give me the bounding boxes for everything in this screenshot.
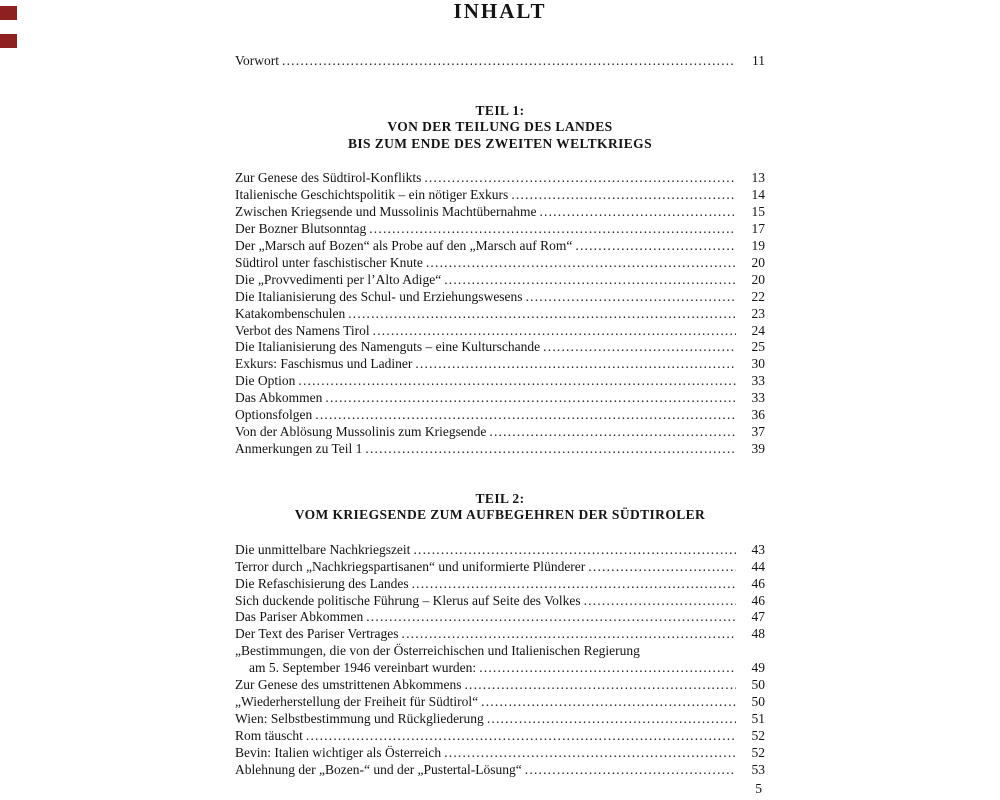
toc-entry-text: Bevin: Italien wichtiger als Österreich: [235, 744, 442, 760]
toc-entry: [235, 694, 765, 711]
toc-page-number: 53: [751, 761, 765, 777]
toc-page-number: 49: [751, 660, 765, 676]
folio-page-number: 5: [755, 781, 762, 796]
toc-page-number: 51: [751, 710, 765, 726]
toc-page-number: 52: [751, 727, 765, 743]
toc-entry-text: Die Italianisierung des Namenguts – eine Kulturschande: [235, 339, 541, 355]
toc-entry-text: Die Italianisierung des Schul- und Erziehungswesens: [235, 288, 523, 304]
dotted-leader: [298, 373, 736, 390]
toc-page-number: 47: [751, 609, 765, 625]
dotted-leader: [369, 221, 736, 238]
toc-page-number: 25: [751, 339, 765, 355]
toc-entry: [235, 356, 765, 373]
toc-entry: [235, 745, 765, 762]
dotted-leader: [412, 576, 736, 593]
toc-entry: [235, 170, 765, 187]
toc-page-number: 14: [751, 187, 765, 203]
toc-entry: [235, 339, 765, 356]
toc-entry-text: Terror durch „Nachkriegspartisanen“ und uniformierte Plünderer: [235, 558, 586, 574]
toc-entry: [235, 306, 765, 323]
toc-page-number: 23: [751, 305, 765, 321]
dotted-leader: [464, 677, 736, 694]
toc-entry: [235, 626, 765, 643]
dotted-leader: [444, 272, 736, 289]
dotted-leader: [511, 187, 736, 204]
toc-entry-text: Die unmittelbare Nachkriegszeit: [235, 541, 411, 557]
dotted-leader: [444, 745, 736, 762]
toc-page-number: 24: [751, 322, 765, 338]
toc-entry: [235, 441, 765, 458]
toc-section-2: [235, 491, 765, 779]
toc-entry: [235, 204, 765, 221]
toc-entry: [235, 559, 765, 576]
toc-entry: [235, 390, 765, 407]
toc-entry: [235, 255, 765, 272]
toc-entry: [235, 289, 765, 306]
toc-entry: [235, 593, 765, 610]
toc-page-number: 17: [751, 221, 765, 237]
toc-section-1: [235, 103, 765, 458]
toc-entry: [235, 221, 765, 238]
toc-page-number: 37: [751, 424, 765, 439]
dotted-leader: [282, 53, 736, 70]
toc-entry-text: Zwischen Kriegsende und Mussolinis Machtübernahme: [235, 204, 537, 220]
toc-page-number: 11: [752, 53, 765, 68]
toc-entry: [235, 53, 765, 70]
section-heading-line: TEIL 2:: [475, 490, 525, 506]
toc-entry: [235, 711, 765, 728]
section-heading-line: VOM KRIEGSENDE ZUM AUFBEGEHREN DER SÜDTIROLER: [294, 507, 706, 523]
toc-page-number: 13: [751, 170, 765, 186]
toc-entry-text: Ablehnung der „Bozen-“ und der „Pustertal-Lösung“: [235, 761, 522, 777]
toc-entry-text: Der Text des Pariser Vertrages: [235, 626, 399, 642]
dotted-leader: [479, 660, 736, 677]
toc-entry-text-continued: am 5. September 1946 vereinbart wurden:: [249, 660, 477, 676]
dotted-leader: [424, 170, 736, 187]
toc-entry-text: Der „Marsch auf Bozen“ als Probe auf den „Marsch auf Rom“: [235, 238, 573, 254]
toc-entry: [235, 728, 765, 745]
toc-front-matter: [235, 53, 765, 70]
dotted-leader: [315, 407, 736, 424]
section-heading-line: VON DER TEILUNG DES LANDES: [387, 119, 613, 135]
section-heading-line: TEIL 1:: [475, 102, 525, 118]
toc-entry: [235, 609, 765, 626]
toc-entry-text: Die „Provvedimenti per l’Alto Adige“: [235, 271, 442, 287]
section-heading: [235, 103, 765, 153]
toc-page-number: 46: [751, 575, 765, 591]
toc-entry-text: Verbot des Namens Tirol: [235, 322, 370, 338]
dotted-leader: [348, 306, 736, 323]
dotted-leader: [487, 711, 736, 728]
toc-page-number: 48: [751, 626, 765, 642]
dotted-leader: [413, 542, 736, 559]
toc-page-number: 20: [751, 271, 765, 287]
toc-page-number: 33: [751, 390, 765, 406]
toc-page-number: 50: [751, 677, 765, 693]
page-title: INHALT: [453, 0, 547, 23]
toc-page-number: 20: [751, 254, 765, 270]
toc-entry-text: Der Bozner Blutsonntag: [235, 221, 367, 237]
toc-entry: [235, 407, 765, 424]
toc-page-number: 15: [751, 204, 765, 220]
toc-entry-text: Das Pariser Abkommen: [235, 609, 364, 625]
dotted-leader: [402, 626, 736, 643]
dotted-leader: [481, 694, 736, 711]
toc-entry-text: Italienische Geschichtspolitik – ein nötiger Exkurs: [235, 187, 509, 203]
toc-entry: [235, 576, 765, 593]
dotted-leader: [525, 762, 736, 779]
toc-entry-text: Zur Genese des Südtirol-Konflikts: [235, 170, 422, 186]
scan-artifact: [0, 6, 17, 20]
toc-entry-text: Sich duckende politische Führung – Klerus auf Seite des Volkes: [235, 592, 581, 608]
toc-entry-text: Die Refaschisierung des Landes: [235, 575, 409, 591]
toc-entry-text: Rom täuscht: [235, 727, 303, 743]
toc-entry: [235, 643, 765, 660]
dotted-leader: [415, 356, 736, 373]
toc-entry-text: Südtirol unter faschistischer Knute: [235, 254, 423, 270]
dotted-leader: [584, 593, 736, 610]
toc-entry: [235, 424, 765, 441]
toc-entry-text: Katakombenschulen: [235, 305, 346, 321]
dotted-leader: [306, 728, 736, 745]
toc-page-number: 22: [751, 288, 765, 304]
toc-entry-list: [235, 170, 765, 457]
toc-page-number: 52: [751, 744, 765, 760]
toc-page-number: 43: [751, 541, 765, 557]
toc-page-number: 33: [751, 373, 765, 389]
dotted-leader: [426, 255, 736, 272]
toc-page-number: 50: [751, 693, 765, 709]
toc-entry-text: Die Option: [235, 373, 296, 389]
toc-entry-text: „Wiederherstellung der Freiheit für Südtirol“: [235, 693, 479, 709]
toc-entry-text: „Bestimmungen, die von der Österreichischen und Italienischen Regierung: [235, 643, 640, 659]
dotted-leader: [575, 238, 736, 255]
dotted-leader: [373, 323, 736, 340]
toc-page-number: 36: [751, 407, 765, 423]
toc-entry: [235, 238, 765, 255]
toc-entry: [235, 762, 765, 779]
dotted-leader: [365, 441, 736, 458]
toc-entry-text: Vorwort: [235, 53, 280, 68]
dotted-leader: [539, 204, 736, 221]
toc-entry-text: Zur Genese des umstrittenen Abkommens: [235, 677, 462, 693]
toc-page-number: 19: [751, 238, 765, 254]
toc-page-number: 44: [751, 558, 765, 574]
section-heading: [235, 491, 765, 524]
dotted-leader: [366, 609, 736, 626]
toc-entry: [235, 323, 765, 340]
toc-entry: [235, 677, 765, 694]
dotted-leader: [588, 559, 736, 576]
toc-content: [235, 0, 765, 779]
toc-entry: [235, 187, 765, 204]
section-heading-line: BIS ZUM ENDE DES ZWEITEN WELTKRIEGS: [348, 135, 652, 151]
dotted-leader: [543, 339, 736, 356]
toc-entry: [235, 373, 765, 390]
toc-entry-text: Wien: Selbstbestimmung und Rückgliederung: [235, 710, 484, 726]
toc-sections: [235, 103, 765, 779]
toc-page-number: 46: [751, 592, 765, 608]
dotted-leader: [325, 390, 736, 407]
dotted-leader: [526, 289, 736, 306]
toc-entry-text: Das Abkommen: [235, 390, 323, 406]
toc-entry-text: Von der Ablösung Mussolinis zum Kriegsende: [235, 424, 487, 439]
scan-artifact: [0, 34, 17, 48]
toc-entry-text: Anmerkungen zu Teil 1: [235, 440, 363, 456]
toc-entry: [235, 660, 765, 677]
toc-entry-text: Optionsfolgen: [235, 407, 313, 423]
toc-entry: [235, 542, 765, 559]
dotted-leader: [489, 424, 736, 441]
toc-page-number: 39: [751, 440, 765, 456]
toc-page-number: 30: [751, 356, 765, 372]
toc-entry-text: Exkurs: Faschismus und Ladiner: [235, 356, 413, 372]
toc-entry: [235, 272, 765, 289]
toc-entry-list: [235, 542, 765, 779]
